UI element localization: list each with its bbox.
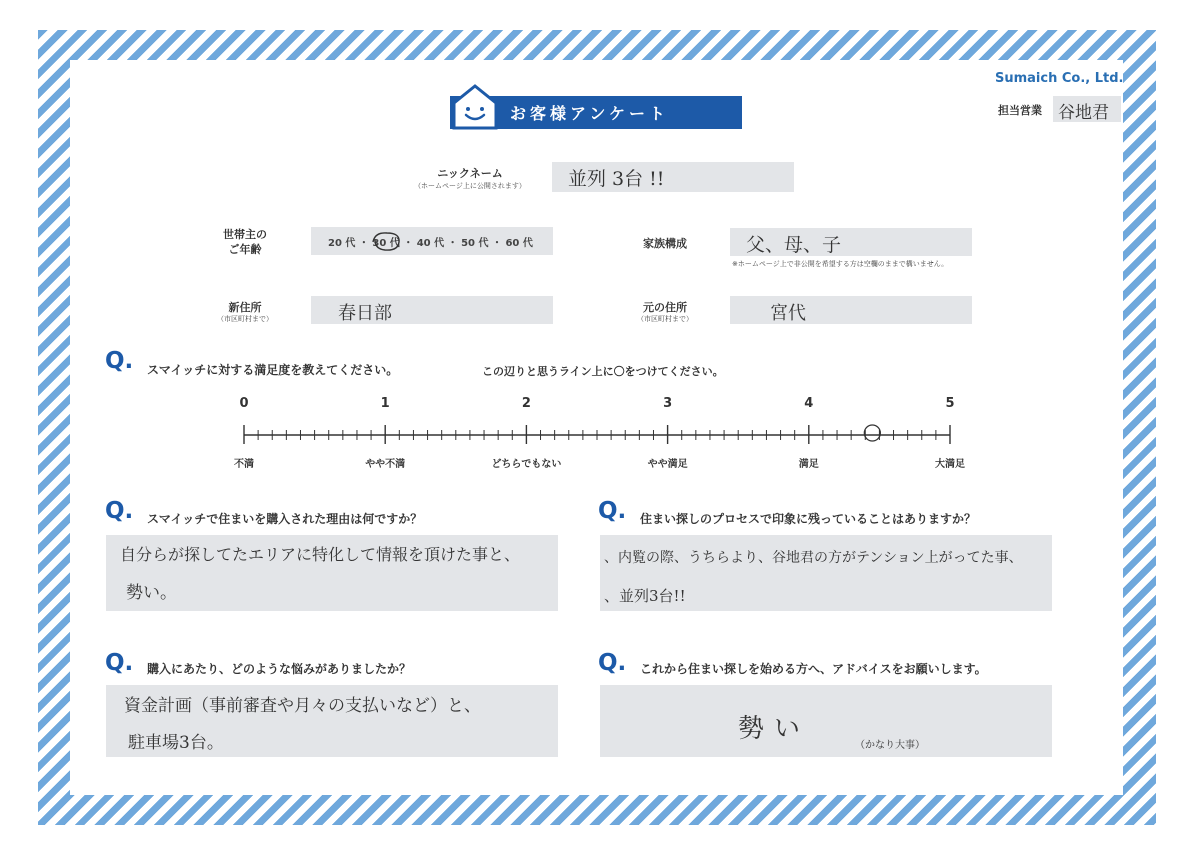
satisfaction-question: スマイッチに対する満足度を教えてください。 [147, 363, 399, 377]
old-address-sub: （市区町村まで） [637, 315, 693, 323]
q3-answer-line2: 駐車場3台。 [128, 733, 224, 753]
q4-answer-box [600, 685, 1052, 757]
q2-answer-line1: 、内覧の際、うちらより、谷地君の方がテンション上がってた事、 [604, 550, 1023, 566]
q-mark: Q. [598, 498, 627, 524]
satisfaction-scale [230, 415, 970, 455]
q4-question: これから住まい探しを始める方へ、アドバイスをお願いします。 [640, 662, 987, 676]
scale-label: どちらでもない [491, 459, 562, 470]
q1-answer-line1: 自分らが探してたエリアに特化して情報を頂けた事と、 [120, 545, 521, 564]
family-label: 家族構成 [643, 237, 687, 250]
q2-question: 住まい探しのプロセスで印象に残っていることはありますか？ [640, 512, 977, 526]
scale-number: 4 [804, 396, 814, 411]
age-label-line1: 世帯主の [223, 228, 267, 241]
q2-answer-line2: 、並列3台!! [604, 587, 686, 605]
page-title: お客様アンケート [510, 104, 670, 123]
rep-label: 担当営業 [998, 104, 1042, 117]
scale-number: 1 [380, 396, 390, 411]
family-value: 父、母、子 [746, 234, 842, 256]
scale-label: やや満足 [647, 459, 688, 470]
scale-number: 3 [663, 396, 673, 411]
nickname-sub: （ホームページ上に公開されます） [414, 182, 526, 190]
rep-value: 谷地君 [1058, 103, 1109, 123]
scale-number: 5 [945, 396, 955, 411]
scale-label: やや不満 [365, 459, 406, 470]
nickname-label: ニックネーム [437, 167, 503, 180]
age-label-line2: ご年齢 [228, 243, 262, 256]
old-address-field [730, 296, 972, 324]
old-address-label: 元の住所 [643, 301, 687, 314]
q1-question: スマイッチで住まいを購入された理由は何ですか？ [147, 512, 423, 526]
family-note: ※ホームページ上で非公開を希望する方は空欄のままで構いません。 [732, 260, 949, 268]
q-mark: Q. [598, 650, 627, 676]
q-mark: Q. [105, 348, 134, 374]
age-selection-mark [369, 228, 405, 254]
scale-label: 大満足 [935, 459, 965, 470]
satisfaction-answer-mark [864, 425, 880, 441]
scale-label: 不満 [234, 459, 254, 470]
house-smile-icon [452, 84, 498, 130]
q-mark: Q. [105, 498, 134, 524]
scale-label: 満足 [798, 459, 819, 470]
q-mark: Q. [105, 650, 134, 676]
nickname-value: 並列 3台 !! [568, 168, 665, 190]
q3-question: 購入にあたり、どのような悩みがありましたか？ [147, 662, 412, 676]
q3-answer-line1: 資金計画（事前審査や月々の支払いなど）と、 [124, 696, 481, 716]
new-address-label: 新住所 [228, 301, 262, 314]
company-name: Sumaich Co., Ltd. [995, 71, 1124, 86]
scale-number: 0 [239, 396, 249, 411]
satisfaction-hint: この辺りと思うライン上に〇をつけてください。 [482, 365, 724, 378]
q4-answer-note: （かなり大事） [855, 740, 925, 751]
q4-answer-line1: 勢い [738, 714, 811, 744]
q1-answer-line2: 勢い。 [126, 583, 177, 603]
old-address-value: 宮代 [770, 303, 806, 324]
age-options: 20 代 ・ 30 代 ・ 40 代 ・ 50 代 ・ 60 代 [328, 238, 533, 249]
new-address-sub: （市区町村まで） [217, 315, 273, 323]
scale-number: 2 [521, 396, 531, 411]
new-address-value: 春日部 [338, 303, 392, 324]
